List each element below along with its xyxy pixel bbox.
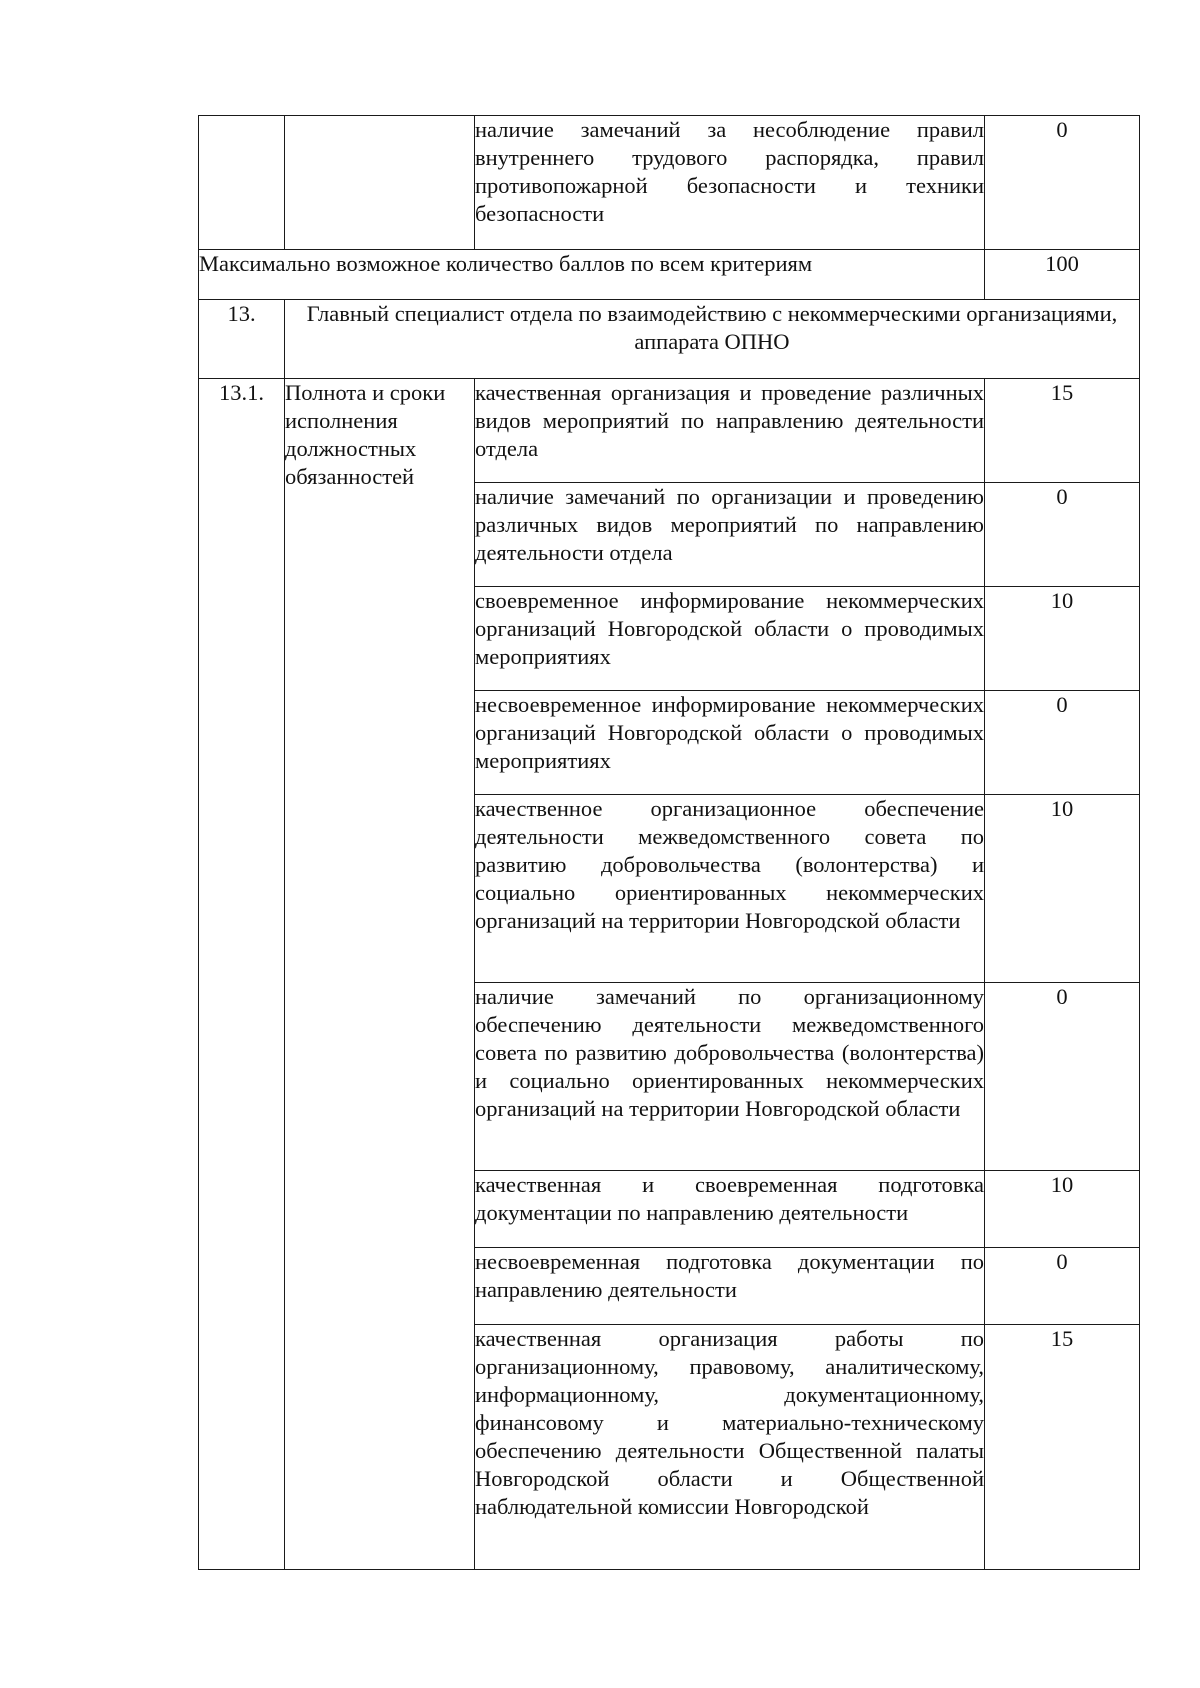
score-value: 10 xyxy=(1050,1172,1074,1197)
score-cell xyxy=(985,983,1140,1171)
score-value: 15 xyxy=(1050,1326,1074,1351)
score-cell xyxy=(985,116,1140,250)
criterion-text: качественное организационное обеспечение деятельности межведомственного совета по развитию добровольчества (волонтерства) и социально ориентированных некоммерческих организаций на территории Новгородской области xyxy=(475,796,984,933)
subsection-number-cell xyxy=(199,379,285,1570)
criterion-text: своевременное информирование некоммерческих организаций Новгородской области о проводимых мероприятиях xyxy=(475,588,984,669)
score-cell xyxy=(985,483,1140,587)
criterion-cell xyxy=(475,983,985,1171)
empty-number-cell xyxy=(199,116,285,250)
table-row xyxy=(199,116,1140,250)
criterion-cell xyxy=(475,691,985,795)
score-cell xyxy=(985,587,1140,691)
criterion-text: качественная организация работы по организационному, правовому, аналитическому, информационному, документационному, финансовому и материально-техническому обеспечению деятельности Общественной палаты Новгородской области и Общественной наблюдательной комиссии Новгородской xyxy=(475,1326,984,1519)
criterion-cell xyxy=(475,795,985,983)
score-cell xyxy=(985,1325,1140,1570)
criterion-cell xyxy=(475,587,985,691)
total-score-value: 100 xyxy=(1045,251,1079,276)
score-cell xyxy=(985,379,1140,483)
score-value: 0 xyxy=(1056,692,1068,717)
score-value: 10 xyxy=(1050,796,1074,821)
criterion-text: наличие замечаний по организационному обеспечению деятельности межведомственного совета по развитию добровольчества (волонтерства) и социально ориентированных некоммерческих организаций на территории Новгородской области xyxy=(475,984,984,1121)
criterion-cell xyxy=(475,1171,985,1248)
score-value: 0 xyxy=(1056,1249,1068,1274)
total-score-cell xyxy=(985,250,1140,300)
section-number: 13. xyxy=(227,301,256,326)
score-value: 10 xyxy=(1050,588,1074,613)
score-cell xyxy=(985,795,1140,983)
document-page xyxy=(198,115,1139,1570)
score-cell xyxy=(985,691,1140,795)
criterion-text: несвоевременное информирование некоммерческих организаций Новгородской области о проводимых мероприятиях xyxy=(475,692,984,773)
criterion-text: качественная организация и проведение различных видов мероприятий по направлению деятельности отдела xyxy=(475,380,984,461)
empty-name-cell xyxy=(285,116,475,250)
subsection-number: 13.1. xyxy=(219,380,264,405)
criterion-cell xyxy=(475,483,985,587)
score-value: 0 xyxy=(1056,484,1068,509)
score-value: 0 xyxy=(1056,984,1068,1009)
criteria-table xyxy=(198,115,1140,1570)
criterion-text: качественная и своевременная подготовка документации по направлению деятельности xyxy=(475,1172,984,1225)
total-label: Максимально возможное количество баллов по всем критериям xyxy=(199,251,813,276)
criterion-text: несвоевременная подготовка документации по направлению деятельности xyxy=(475,1249,984,1302)
section-title-cell xyxy=(285,300,1140,379)
criterion-text: наличие замечаний за несоблюдение правил внутреннего трудового распорядка, правил противопожарной безопасности и техники безопасности xyxy=(475,117,984,226)
criterion-cell xyxy=(475,1325,985,1570)
section-header-row xyxy=(199,300,1140,379)
criterion-text: наличие замечаний по организации и проведению различных видов мероприятий по направлению деятельности отдела xyxy=(475,484,984,565)
criterion-cell xyxy=(475,116,985,250)
score-value: 15 xyxy=(1050,380,1074,405)
score-value: 0 xyxy=(1056,117,1068,142)
total-row xyxy=(199,250,1140,300)
score-cell xyxy=(985,1248,1140,1325)
score-cell xyxy=(985,1171,1140,1248)
table-row xyxy=(199,379,1140,483)
total-label-cell xyxy=(199,250,985,300)
section-number-cell xyxy=(199,300,285,379)
criterion-cell xyxy=(475,1248,985,1325)
criterion-cell xyxy=(475,379,985,483)
subsection-name: Полнота и сроки исполнения должностных обязанностей xyxy=(285,380,446,489)
section-title: Главный специалист отдела по взаимодействию с некоммерческими организациями, аппарата ОПНО xyxy=(306,301,1118,354)
subsection-name-cell xyxy=(285,379,475,1570)
